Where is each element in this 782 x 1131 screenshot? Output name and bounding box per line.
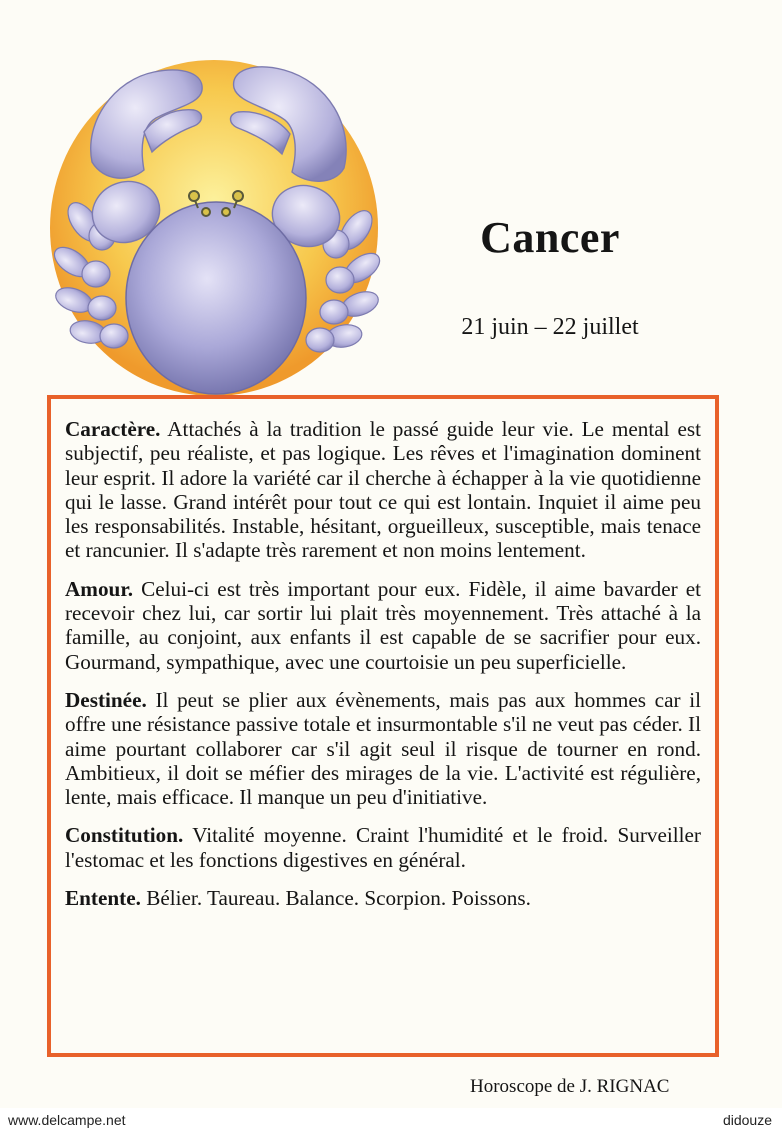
horoscope-text-box (47, 395, 719, 1057)
author-signature: Horoscope de J. RIGNAC (470, 1076, 670, 1097)
section-body: Il peut se plier aux évènements, mais pas aux hommes car il offre une résistance passive totale et insurmontable s'il ne veut pas céder. Il aime pourtant collaborer car s'il agit seul il risque de tourner en rond. Ambitieux, il doit se méfier des mirages de la vie. L'activité est régulière, lente, mais efficace. Il manque un peu d'initiative. (65, 687, 701, 810)
section-entente (65, 886, 701, 910)
section-body: Bélier. Taureau. Balance. Scorpion. Poissons. (146, 886, 531, 911)
footer-user-text: didouze (722, 1112, 772, 1128)
cancer-crab-illustration (44, 52, 388, 402)
section-caractere (65, 417, 701, 563)
section-heading: Amour. (65, 576, 134, 601)
section-amour (65, 577, 701, 674)
watermark-footer (0, 1108, 782, 1131)
section-constitution (65, 823, 701, 872)
section-destinee (65, 688, 701, 809)
section-heading: Destinée. (65, 687, 147, 712)
section-heading: Caractère. (65, 417, 161, 441)
section-heading: Entente. (65, 886, 141, 911)
section-body: Attachés à la tradition le passé guide leur vie. Le mental est subjectif, peu réaliste, et pas logique. Les rêves et l'imagination dominent leur esprit. Il adore la variété car il cherche à échapper à la vie quotidienne qui le lasse. Grand intérêt pour tout ce qui est lontain. Inquiet il aime peu les responsabilités. Instable, hésitant, orgueilleux, susceptible, mais tenace et rancunier. Il s'adapte très rarement et non moins lentement. (65, 417, 701, 563)
page-title: Cancer (480, 213, 620, 262)
footer-site-text: www.delcampe.net (8, 1112, 126, 1128)
date-range: 21 juin – 22 juillet (461, 314, 639, 340)
section-body: Vitalité moyenne. Craint l'humidité et le froid. Surveiller l'estomac et les fonctions digestives en général. (65, 823, 701, 872)
section-body: Celui-ci est très important pour eux. Fidèle, il aime bavarder et recevoir chez lui, car sortir lui plait très moyennement. Très attaché à la famille, au conjoint, aux enfants il est capable de se sacrifier pour eux. Gourmand, sympathique, avec une courtoisie un peu superficielle. (65, 576, 701, 674)
section-heading: Constitution. (65, 823, 184, 848)
